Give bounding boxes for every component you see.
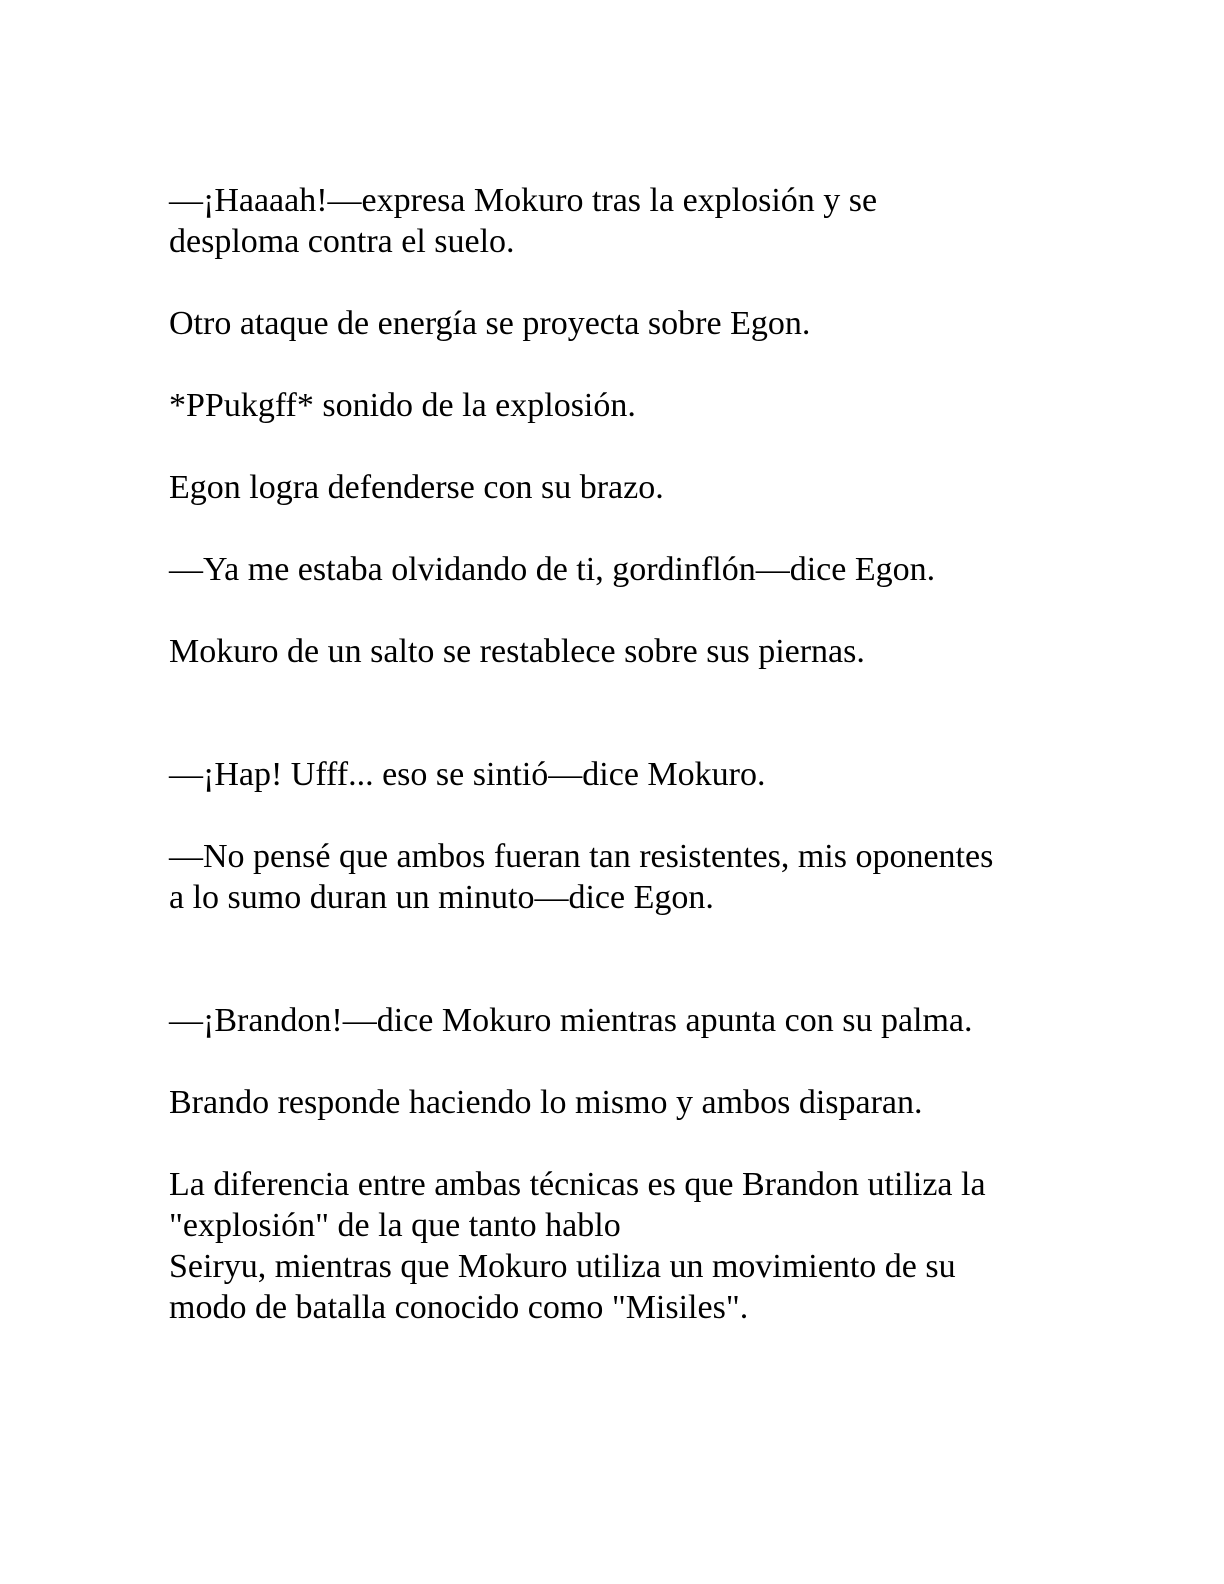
paragraph: —¡Brandon!—dice Mokuro mientras apunta con su palma. [169, 1002, 973, 1039]
paragraph: Otro ataque de energía se proyecta sobre Egon. [169, 305, 811, 342]
paragraph: —No pensé que ambos fueran tan resistentes, mis oponentes a lo sumo duran un minuto—dice Egon. [169, 838, 994, 916]
paragraph: Brando responde haciendo lo mismo y ambos disparan. [169, 1084, 923, 1121]
paragraph: —Ya me estaba olvidando de ti, gordinflón—dice Egon. [169, 551, 936, 588]
paragraph: Mokuro de un salto se restablece sobre sus piernas. [169, 633, 865, 670]
paragraph: —¡Haaaah!—expresa Mokuro tras la explosión y se desploma contra el suelo. [169, 182, 878, 260]
paragraph: La diferencia entre ambas técnicas es que Brandon utiliza la "explosión" de la que tanto hablo Seiryu, mientras que Mokuro utiliza un movimiento de su modo de batalla conocido como "Misiles". [169, 1166, 986, 1326]
document-body [169, 180, 1069, 1369]
paragraph: *PPukgff* sonido de la explosión. [169, 387, 636, 424]
paragraph: —¡Hap! Ufff... eso se sintió—dice Mokuro. [169, 756, 766, 793]
paragraph: Egon logra defenderse con su brazo. [169, 469, 664, 506]
